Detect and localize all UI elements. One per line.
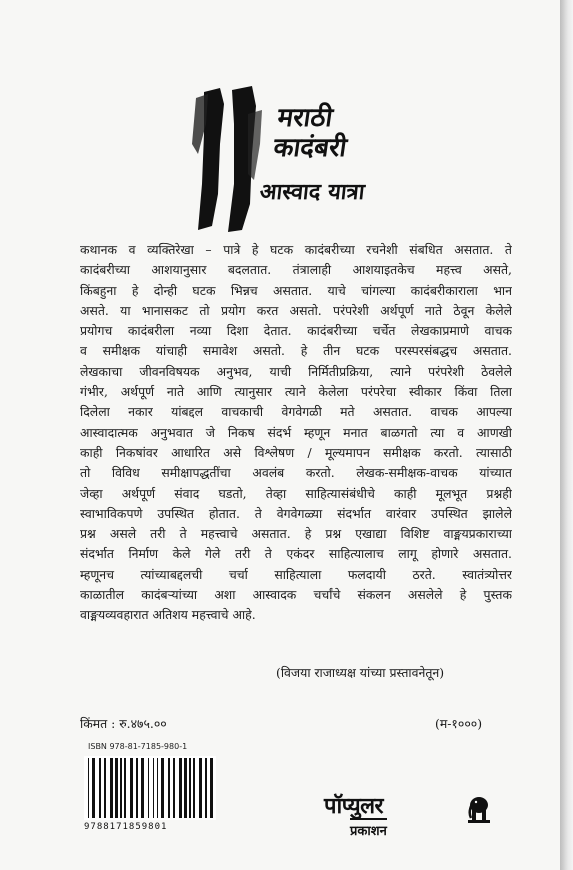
barcode-bar: [99, 758, 101, 818]
blurb-line: काही निकषांवर आधारित असे विश्लेषण / मूल्यमापन समीक्षक करतो. त्यासाठी: [80, 444, 512, 460]
barcode-bar: [110, 758, 113, 818]
barcode-bar: [136, 758, 138, 818]
logo-line-3: आस्वाद यात्रा: [258, 180, 366, 205]
barcode-bar: [120, 758, 122, 818]
blurb-line: जेव्हा अर्थपूर्ण संवाद घडतो, तेव्हा साहित्यासंबंधीचे काही मूलभूत प्रश्नही: [80, 485, 512, 501]
barcode-bar: [205, 758, 207, 818]
barcode-bar: [130, 758, 133, 818]
blurb-line-last: वाङ्मयव्यवहारात अतिशय महत्त्वाचे आहे.: [80, 607, 256, 623]
blurb-line: प्रश्न असले तरी ते महत्त्वाचे असतात. हे प्रश्न एखाद्या विशिष्ट वाङ्मयप्रकाराच्या: [80, 526, 512, 542]
publisher-name: पॉप्युलर: [324, 794, 383, 819]
brush-stroke-icon: [190, 84, 280, 234]
barcode-bar: [88, 758, 89, 818]
blurb-line: दिलेला नकार यांबद्दल वाचकाची वेगवेगळी मते असतात. वाचक आपल्या: [80, 404, 512, 420]
blurb-line: काळातील कादंबऱ्यांच्या अशा आस्वादक चर्चांचे संकलन असलेले हे पुस्तक: [80, 587, 512, 603]
blurb-line: म्हणूनच त्यांच्याबद्दलची चर्चा साहित्याला फलदायी ठरते. स्वातंत्र्योत्तर: [80, 566, 512, 582]
barcode-bar: [157, 758, 158, 818]
barcode-bar: [184, 758, 187, 818]
blurb-line: गंभीर, अर्थपूर्ण नाते आणि त्यानुसार त्याने केलेला परंपरेचा स्वीकार किंवा तिला: [80, 384, 512, 400]
logo-line-1: मराठी: [275, 103, 335, 133]
blurb-line: संदर्भात निर्माण केले गेले तरी ते एकंदर साहित्यालाच लागू होणारे असतात.: [80, 546, 512, 562]
barcode-bar: [141, 758, 144, 818]
blurb-line: स्वाभाविकपणे उपस्थित होतात. ते वेगवेगळ्या संदर्भात वारंवार उपस्थित झालेले: [80, 505, 512, 521]
barcode-bar: [124, 758, 126, 818]
publisher-logo: [324, 790, 484, 846]
barcode-bar: [189, 758, 191, 818]
catalog-code: (म-१०००): [435, 716, 483, 731]
barcode-digits: 9788171859801: [84, 822, 168, 832]
spine-edge: [560, 0, 573, 870]
barcode-bar: [199, 758, 202, 818]
barcode-bar: [193, 758, 195, 818]
barcode-bar: [179, 758, 182, 818]
blurb-line: प्रयोगच कादंबरीला नव्या दिशा देतात. कादंबरीच्या चर्चेत लेखकाप्रमाणे वाचक: [80, 323, 512, 339]
barcode-bar: [161, 758, 164, 818]
isbn-label: ISBN 978-81-7185-980-1: [88, 742, 188, 751]
blurb-line: असते. या भानासकट तो प्रयोग करत असतो. परंपरेशी अर्थपूर्ण नाते ठेवून केलेले: [80, 302, 512, 318]
blurb-text: [80, 240, 512, 626]
blurb-line: तो विविध समीक्षापद्धतींचा अवलंब करतो. लेखक-समीक्षक-वाचक यांच्यात: [80, 465, 512, 481]
logo-line-2: कादंबरी: [271, 133, 349, 163]
blurb-line: व समीक्षक यांचाही समावेश असतो. हे तीन घटक परस्परसंबद्धच असतात.: [80, 343, 512, 359]
blurb-line: कथानक व व्यक्तिरेखा – पात्रे हे घटक कादंबरीच्या रचनेशी संबधित असतात. ते: [80, 242, 512, 257]
barcode-bar: [104, 758, 106, 818]
blurb-line: किंबहुना हे दोन्ही घटक भिन्नच असतात. याचे चांगल्या कादंबरीकाराला भान: [80, 282, 512, 298]
attribution: (विजया राजाध्यक्ष यांच्या प्रस्तावनेतून): [276, 665, 445, 680]
barcode-bar: [148, 758, 149, 818]
title-logo: [190, 84, 420, 234]
barcode-bar: [153, 758, 154, 818]
barcode-bar: [115, 758, 118, 818]
barcode-icon: [84, 756, 216, 820]
blurb-line: आस्वादात्मक अनुभवात जे निकष संदर्भ म्हणून मनात बाळगतो त्या व आणखी: [80, 424, 512, 440]
publisher-sub: प्रकाशन: [350, 818, 387, 839]
barcode-bar: [168, 758, 170, 818]
blurb-line: कादंबरीच्या आशयानुसार बदलतात. तंत्रालाही आशयाइतकेच महत्त्व असते,: [80, 262, 512, 278]
price-label: किंमत : रु.४७५.००: [80, 716, 167, 731]
barcode-bar: [173, 758, 175, 818]
barcode-bar: [92, 758, 95, 818]
elephant-icon: [468, 794, 490, 824]
barcode-bar: [210, 758, 213, 818]
blurb-line: लेखकाचा जीवनविषयक अनुभव, याची निर्मितीप्रक्रिया, त्याने परंपरेशी ठेवलेले: [80, 363, 512, 379]
